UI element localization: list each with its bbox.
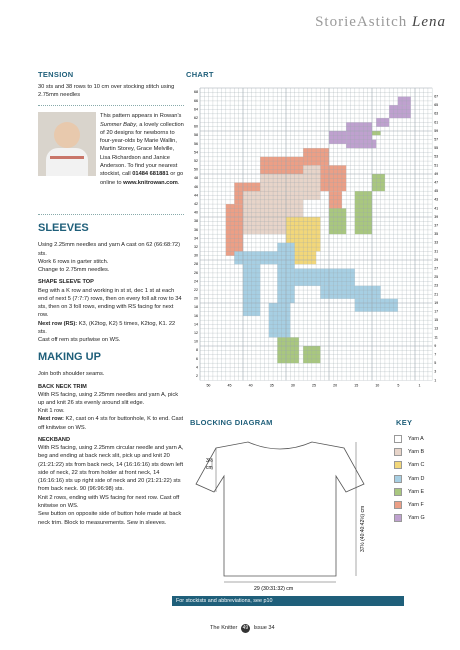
- sleeves-step: Change to 2.75mm needles.: [38, 267, 110, 274]
- shape-sleeve-text: Beg with a K row and working in st st, dec 1 st at each end of next 5 (7:7:7) rows, then on every foll alt row to 34 sts, then on 3 foll rows, ending with RS facing for next row.: [38, 287, 182, 319]
- chart-row-label: 19: [434, 300, 439, 305]
- chart-col-label: 30: [290, 383, 295, 388]
- key-heading: KEY: [396, 418, 413, 427]
- chart-row-label: 22: [194, 287, 198, 292]
- sleeves-heading: SLEEVES: [38, 222, 89, 235]
- back-neck-text: With RS facing, using 2.25mm needles and yarn A, pick up and knit 26 sts evenly around slit edge.: [38, 391, 179, 406]
- baby-photo: [38, 112, 96, 176]
- key-item: Yarn A: [394, 432, 442, 445]
- chart-row-label: 58: [194, 133, 198, 138]
- chart-col-label: 25: [311, 383, 316, 388]
- chart-col-label: 20: [333, 383, 338, 388]
- stockists-note: For stockists and abbreviations, see p10: [172, 596, 404, 606]
- website-link[interactable]: www.knitrowan.com: [123, 179, 178, 186]
- chart-row-label: 20: [194, 296, 198, 301]
- chart-row-label: 49: [434, 171, 439, 176]
- chart-row-label: 34: [194, 236, 198, 241]
- chart-row-label: 48: [194, 176, 198, 181]
- chart-row-label: 63: [434, 111, 439, 116]
- chart-row-label: 21: [434, 292, 439, 297]
- chart-row-label: 42: [194, 201, 198, 206]
- chart-row-label: 55: [434, 146, 439, 151]
- chart-col-label: 10: [375, 383, 380, 388]
- width-label: 29 (30:31:32) cm: [254, 586, 294, 592]
- chart-grid: [186, 84, 440, 404]
- divider: [38, 214, 184, 215]
- divider: [38, 105, 184, 106]
- neck-depth-label: 3½: [206, 458, 213, 464]
- sleeves-step: Work 6 rows in garter stitch.: [38, 258, 109, 265]
- chart-row-label: 7: [434, 352, 437, 357]
- book-promo: [38, 112, 184, 208]
- chart-row-label: 40: [194, 210, 198, 215]
- sleeves-intro: Using 2.25mm needles and yarn A cast on 62 (66:68:72) sts.: [38, 242, 180, 257]
- chart-row-label: 35: [434, 232, 439, 237]
- chart-row-label: 31: [434, 249, 439, 254]
- sleeves-cast-off: Cast off rem sts purlwise on WS.: [38, 337, 121, 344]
- site-watermark: StorieAstitch Lena: [315, 14, 446, 30]
- back-neck-step: Knit 1 row.: [38, 408, 65, 415]
- chart-col-label: 15: [354, 383, 359, 388]
- chart-col-label: 45: [227, 383, 232, 388]
- chart-row-label: 65: [434, 103, 439, 108]
- shape-sleeve-heading: SHAPE SLEEVE TOP: [38, 279, 94, 286]
- neckband-text: With RS facing, using 2.25mm circular needle and yarn A, beg and ending at back neck slit, pick up and knit 20 (21:21:22) sts from back neck, 14 (16:16:16) sts down left side of neck, 22 sts from holder at front neck, 14 (16:16:16) sts up right side of neck and 20 (21:21:22) sts from back neck. 90 (96:96:98) sts.: [38, 445, 184, 493]
- swatch-yarn-g: [394, 514, 402, 522]
- making-up-heading: MAKING UP: [38, 351, 101, 364]
- chart-row-label: 6: [196, 356, 198, 361]
- chart-row-label: 51: [434, 163, 439, 168]
- chart-row-label: 2: [196, 373, 198, 378]
- chart-row-label: 30: [194, 253, 198, 258]
- chart-row-label: 3: [434, 369, 437, 374]
- swatch-yarn-a: [394, 435, 402, 443]
- chart-row-label: 17: [434, 309, 439, 314]
- key-item: Yarn E: [394, 485, 442, 498]
- swatch-yarn-c: [394, 461, 402, 469]
- tension-text: 30 sts and 38 rows to 10 cm over stocking stitch using 2.75mm needles: [38, 83, 175, 99]
- chart-col-label: 50: [206, 383, 211, 388]
- chart-row-label: 26: [194, 270, 198, 275]
- chart-row-label: 5: [434, 361, 437, 366]
- chart-row-label: 37: [434, 223, 439, 228]
- chart-row-label: 62: [194, 115, 198, 120]
- back-neck-heading: BACK NECK TRIM: [38, 383, 87, 390]
- back-neck-next-row: Next row: K2, cast on 4 sts for buttonhole, K to end. Cast off knitwise on WS.: [38, 416, 184, 431]
- chart-row-label: 56: [194, 141, 198, 146]
- chart-row-label: 14: [194, 322, 198, 327]
- chart-row-label: 25: [434, 275, 439, 280]
- chart-row-label: 1: [434, 378, 437, 383]
- chart-row-label: 64: [194, 107, 198, 112]
- colourwork-chart: [186, 84, 440, 404]
- key-item: Yarn D: [394, 472, 442, 485]
- swatch-yarn-e: [394, 488, 402, 496]
- swatch-yarn-d: [394, 475, 402, 483]
- chart-row-label: 9: [434, 343, 437, 348]
- chart-row-label: 41: [434, 206, 439, 211]
- blocking-diagram: [186, 432, 386, 592]
- blocking-heading: BLOCKING DIAGRAM: [190, 418, 273, 427]
- pattern-text-column: [38, 70, 184, 527]
- chart-row-label: 66: [194, 98, 198, 103]
- yarn-key: [394, 432, 442, 525]
- chart-row-label: 18: [194, 305, 198, 310]
- chart-row-label: 33: [434, 240, 439, 245]
- sleeves-next-row: Next row (RS): K3, (K2tog, K2) 5 times, K2tog, K1. 22 sts.: [38, 320, 176, 335]
- chart-row-label: 10: [194, 339, 198, 344]
- chart-row-label: 60: [194, 124, 198, 129]
- chart-row-label: 4: [196, 365, 198, 370]
- chart-row-label: 46: [194, 184, 198, 189]
- chart-row-label: 12: [194, 330, 198, 335]
- chart-row-label: 23: [434, 283, 439, 288]
- chart-row-label: 24: [194, 279, 198, 284]
- key-item: Yarn F: [394, 498, 442, 511]
- neckband-step: Knit 2 rows, ending with WS facing for next row. Cast off knitwise on WS.: [38, 494, 180, 509]
- chart-row-label: 13: [434, 326, 439, 331]
- chart-row-label: 67: [434, 94, 439, 99]
- chart-column: [186, 70, 444, 592]
- chart-row-label: 68: [194, 90, 198, 95]
- neckband-heading: NECKBAND: [38, 437, 71, 444]
- chart-row-label: 8: [196, 348, 198, 353]
- tension-heading: TENSION: [38, 70, 74, 79]
- chart-row-label: 29: [434, 257, 439, 262]
- chart-row-label: 53: [434, 154, 439, 159]
- chart-row-label: 38: [194, 219, 198, 224]
- chart-row-label: 61: [434, 120, 439, 125]
- chart-row-label: 50: [194, 167, 198, 172]
- chart-heading: CHART: [186, 70, 214, 79]
- chart-col-label: 5: [397, 383, 400, 388]
- chart-row-label: 54: [194, 150, 198, 155]
- neck-depth-unit: cm: [206, 465, 213, 471]
- chart-row-label: 36: [194, 227, 198, 232]
- page-footer: The Knitter 49 Issue 34: [210, 625, 275, 631]
- key-item: Yarn B: [394, 445, 442, 458]
- key-item: Yarn C: [394, 459, 442, 472]
- chart-row-label: 57: [434, 137, 439, 142]
- making-up-intro: Join both shoulder seams.: [38, 371, 105, 378]
- finishing-text: Sew button on opposite side of button hole made at back neck trim. Block to measurements. Sew in sleeves.: [38, 511, 182, 526]
- key-item: Yarn G: [394, 512, 442, 525]
- chart-row-label: 16: [194, 313, 198, 318]
- chart-row-label: 44: [194, 193, 198, 198]
- length-label: 37½ (40:40:42½) cm: [360, 505, 366, 552]
- swatch-yarn-b: [394, 448, 402, 456]
- chart-col-label: 40: [248, 383, 253, 388]
- chart-row-label: 45: [434, 189, 439, 194]
- chart-row-label: 43: [434, 197, 439, 202]
- chart-row-label: 59: [434, 128, 439, 133]
- chart-row-label: 15: [434, 318, 439, 323]
- chart-row-label: 32: [194, 244, 198, 249]
- promo-text: This pattern appears in Rowan's Summer Baby, a lovely collection of 20 designs for newborns to four-year-olds by Marie Wallin, Martin Storey, Grace Melville, Lisa Richardson and Janice Anderson. To find your nearest stockist, call 01484 681881 or go online to www.knitrowan.com.: [100, 113, 184, 186]
- chart-row-label: 47: [434, 180, 439, 185]
- chart-col-label: 1: [418, 383, 421, 388]
- chart-row-label: 28: [194, 262, 198, 267]
- chart-row-label: 27: [434, 266, 439, 271]
- chart-col-label: 35: [269, 383, 274, 388]
- chart-row-label: 11: [434, 335, 438, 340]
- chart-row-label: 39: [434, 214, 439, 219]
- chart-row-label: 52: [194, 158, 198, 163]
- swatch-yarn-f: [394, 501, 402, 509]
